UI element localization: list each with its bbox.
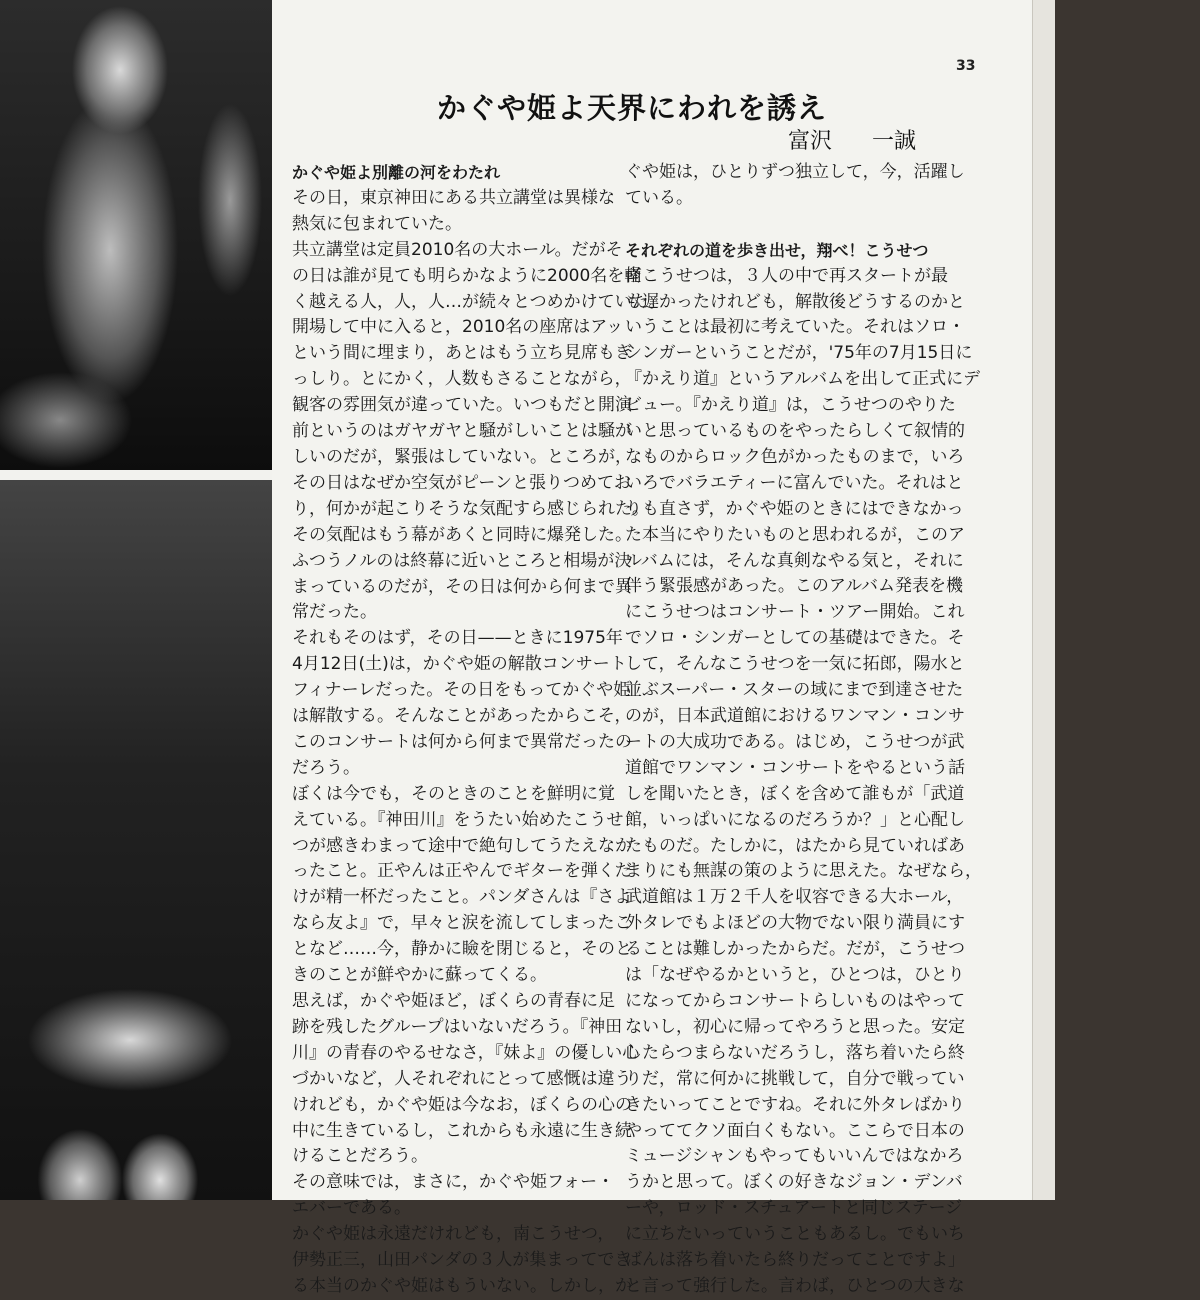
- text-line: 思えば，かぐや姫ほど，ぼくらの青春に足: [292, 991, 615, 1011]
- text-line: その意味では，まさに，かぐや姫フォー・: [292, 1172, 615, 1193]
- text-line: ートの大成功である。はじめ，こうせつが武: [625, 731, 965, 752]
- text-line: いと思っているものをやったらしくて叙情的: [625, 421, 965, 442]
- text-line: うかと思って。ぼくの好きなジョン・デンバ: [625, 1172, 963, 1193]
- photo-divider: [0, 470, 272, 480]
- text-line: つが感きわまって途中で絶句してうたえなか: [292, 835, 632, 856]
- photo-page: [0, 0, 272, 1200]
- text-line: いろでバラエティーに富んでいた。それはと: [625, 472, 964, 493]
- text-line: ったこと。正やんは正やんでギターを弾くだ: [292, 861, 632, 882]
- text-line: しを聞いたとき，ぼくを含めて誰もが「武道: [625, 783, 965, 804]
- text-line: して，そんなこうせつを一気に拓郎，陽水と: [625, 654, 965, 675]
- left-column: [292, 160, 666, 1300]
- text-line: は「なぜやるかというと，ひとつは，ひとり: [625, 965, 965, 986]
- text-line: ルバムには，そんな真剣なやる気と，それに: [625, 550, 964, 571]
- text-line: 南こうせつは，３人の中で再スタートが最: [625, 265, 948, 286]
- text-line: その日，東京神田にある共立講堂は異様な: [292, 187, 615, 208]
- text-line: その日はなぜか空気がピーンと張りつめてお: [292, 472, 631, 493]
- text-line: 館，いっぱいになるのだろうか？」と心配し: [625, 809, 965, 830]
- text-line: は解散する。そんなことがあったからこそ，: [292, 706, 632, 727]
- text-line: きのことが鮮やかに蘇ってくる。: [292, 965, 547, 986]
- text-line: ている。: [625, 187, 693, 208]
- text-line: えている。『神田川』をうたい始めたこうせ: [292, 809, 624, 830]
- text-line: したらつまらないだろうし，落ち着いたら終: [625, 1042, 965, 1063]
- text-line: かぐや姫は永遠だけれども，南こうせつ，: [292, 1224, 615, 1245]
- text-line: ないし，初心に帰ってやろうと思った。安定: [625, 1016, 965, 1037]
- text-line: いうことは最初に考えていた。それはソロ・: [625, 317, 965, 338]
- author-given-name: 一誠: [872, 129, 917, 154]
- text-line: 『かえり道』というアルバムを出して正式にデ: [625, 369, 981, 390]
- right-column-body: [625, 264, 982, 1300]
- text-line: 並ぶスーパー・スターの域にまで到達させた: [625, 680, 964, 701]
- page-number: 33: [956, 58, 976, 74]
- text-line: けが精一杯だったこと。パンダさんは『さよ: [292, 887, 632, 908]
- text-line: になってからコンサートらしいものはやって: [625, 990, 965, 1011]
- text-line: それもそのはず，その日——ときに1975年: [292, 628, 623, 649]
- text-line: の日は誰が見ても明らかなように2000名を軽: [292, 265, 642, 286]
- text-line: たものだ。たしかに，はたから見ていればあ: [625, 835, 965, 856]
- text-line: っしり。とにかく，人数もさることながら，: [292, 369, 632, 390]
- section-heading: かぐや姫よ別離の河をわたれ: [292, 163, 501, 182]
- text-line: やっててクソ面白くもない。ここらで日本の: [625, 1120, 965, 1141]
- spacer: [625, 212, 965, 238]
- text-line: このコンサートは何から何まで異常だったの: [292, 731, 632, 752]
- text-line: だろう。: [292, 757, 360, 778]
- text-line: フィナーレだった。その日をもってかぐや姫: [292, 680, 631, 701]
- text-line: 熱気に包まれていた。: [292, 213, 462, 234]
- concert-photo-bottom: [0, 480, 272, 1200]
- text-line: となど……今，静かに瞼を閉じると，そのと: [292, 939, 632, 960]
- text-line: にこうせつはコンサート・ツアー開始。これ: [625, 602, 965, 623]
- text-line: 共立講堂は定員2010名の大ホール。だがそ: [292, 239, 623, 260]
- text-line: 中に生きているし，これからも永遠に生き続: [292, 1120, 632, 1141]
- text-line: ぼくは今でも，そのときのことを鮮明に覚: [292, 783, 615, 804]
- text-line: 伊勢正三，山田パンダの３人が集まってでき: [292, 1250, 632, 1271]
- text-line: 川』の青春のやるせなさ，『妹よ』の優しい心: [292, 1042, 640, 1063]
- right-column-continuation: [625, 160, 965, 212]
- text-line: りも直さず，かぐや姫のときにはできなかっ: [625, 498, 964, 519]
- text-line: く越える人，人，人…が続々とつめかけていた。: [292, 291, 666, 312]
- right-column: [625, 160, 982, 1300]
- section-heading: それぞれの道を歩き出せ，翔べ！こうせつ: [625, 240, 929, 260]
- author-family-name: 富沢: [788, 129, 833, 154]
- text-line: ばんは落ち着いたら終りだってことですよ」: [625, 1250, 965, 1271]
- text-line: なら友よ』で，早々と涙を流してしまったこ: [292, 913, 632, 934]
- text-line: る本当のかぐや姫はもういない。しかし，か: [292, 1275, 632, 1296]
- text-line: ーや，ロッド・スチュアートと同じステージ: [625, 1198, 963, 1219]
- text-line: 前というのはガヤガヤと騒がしいことは騒が: [292, 421, 632, 442]
- article-title: かぐや姫よ天界にわれを誘え: [437, 91, 828, 125]
- text-line: という間に埋まり，あとはもう立ち見席もぎ: [292, 343, 632, 364]
- text-line: 観客の雰囲気が違っていた。いつもだと開演: [292, 395, 632, 416]
- text-line: 外タレでもよほどの大物でない限り満員にす: [625, 913, 965, 934]
- text-line: きたいってことですね。それに外タレばかり: [625, 1094, 965, 1115]
- text-line: ぐや姫は，ひとりずつ独立して，今，活躍し: [625, 162, 965, 182]
- text-line: づかいなど，人それぞれにとって感慨は違う: [292, 1068, 632, 1089]
- article-author: [788, 124, 916, 155]
- text-line: けれども，かぐや姫は今なお，ぼくらの心の: [292, 1094, 632, 1115]
- text-line: シンガーということだが，'75年の7月15日に: [625, 343, 973, 364]
- left-column-body: [292, 186, 666, 1300]
- text-line: でソロ・シンガーとしての基礎はできた。そ: [625, 628, 965, 649]
- text-line: 道館でワンマン・コンサートをやるという話: [625, 757, 965, 778]
- text-line: と言って強行した。言わば，ひとつの大きな: [625, 1275, 965, 1296]
- text-line: り，何かが起こりそうな気配すら感じられた。: [292, 498, 649, 519]
- text-line: まっているのだが，その日は何から何まで異: [292, 576, 632, 597]
- concert-photo-top: [0, 0, 272, 470]
- text-line: ることは難しかったからだ。だが，こうせつ: [625, 939, 965, 960]
- text-line: エバーである。: [292, 1198, 411, 1219]
- text-line: 開場して中に入ると，2010名の座席はアッ: [292, 317, 624, 338]
- text-line: た本当にやりたいものと思われるが，このア: [625, 524, 965, 545]
- text-line: まりにも無謀の策のように思えた。なぜなら，: [625, 861, 982, 882]
- text-line: けることだろう。: [292, 1146, 428, 1167]
- text-line: 4月12日(土)は，かぐや姫の解散コンサート: [292, 654, 627, 675]
- text-line: なものからロック色がかったものまで，いろ: [625, 446, 965, 467]
- text-line: りだ，常に何かに挑戦して，自分で戦ってい: [625, 1068, 965, 1089]
- text-line: ふつうノルのは終幕に近いところと相場が決: [292, 550, 632, 571]
- text-line: ミュージシャンもやってもいいんではなかろ: [625, 1146, 964, 1167]
- text-line: も遅かったけれども，解散後どうするのかと: [625, 291, 965, 312]
- page-edge: [1032, 0, 1055, 1200]
- text-line: ビュー。『かえり道』は，こうせつのやりた: [625, 395, 956, 416]
- text-line: 伴う緊張感があった。このアルバム発表を機: [625, 576, 963, 597]
- text-line: に立ちたいっていうこともあるし。でもいち: [625, 1224, 965, 1245]
- text-line: その気配はもう幕があくと同時に爆発した。: [292, 524, 632, 545]
- text-line: 武道館は１万２千人を収容できる大ホール，: [625, 887, 964, 908]
- text-line: のが，日本武道館におけるワンマン・コンサ: [625, 706, 965, 727]
- text-line: 跡を残したグループはいないだろう。『神田: [292, 1016, 623, 1037]
- text-line: しいのだが，緊張はしていない。ところが，: [292, 446, 632, 467]
- text-line: 常だった。: [292, 602, 377, 623]
